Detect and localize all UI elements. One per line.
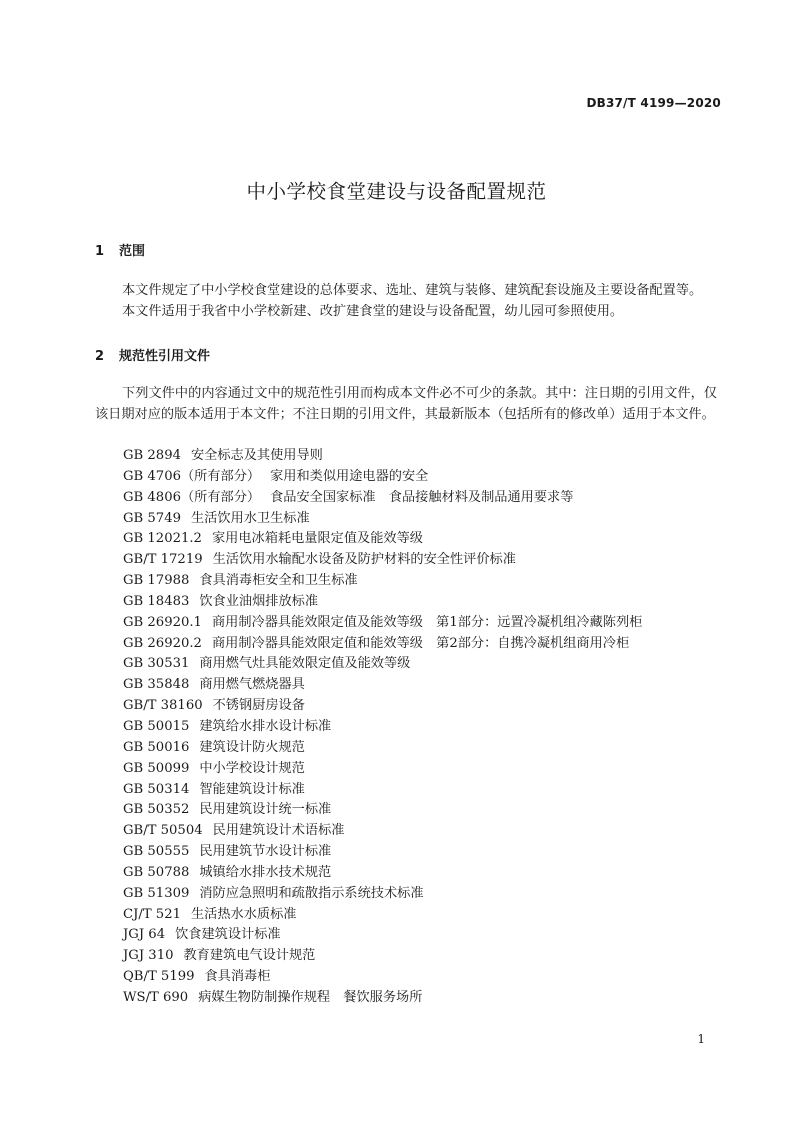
reference-item <box>123 467 642 488</box>
reference-title: 安全标志及其使用导则 <box>190 448 323 463</box>
reference-code: GB/T 50504 <box>123 823 203 839</box>
reference-title: 商用制冷器具能效限定值及能效等级 第1部分：远置冷凝机组冷藏陈列柜 <box>211 614 643 630</box>
reference-item <box>123 488 642 509</box>
reference-title: 商用燃气灶具能效限定值及能效等级 <box>199 656 411 672</box>
section-number: 1 <box>95 244 105 259</box>
reference-item <box>123 884 642 905</box>
normative-references-list <box>123 446 642 1009</box>
reference-code: GB 50015 <box>123 718 190 734</box>
reference-title: 食具消毒柜 <box>204 969 271 985</box>
reference-title: 消防应急照明和疏散指示系统技术标准 <box>199 885 424 901</box>
reference-code: JGJ 310 <box>123 948 174 964</box>
reference-code: GB 4806（所有部分） <box>123 489 261 505</box>
page-number: 1 <box>697 1032 705 1046</box>
reference-code: CJ/T 521 <box>123 906 181 922</box>
reference-code: GB 4706（所有部分） <box>123 468 261 484</box>
reference-title: 中小学校设计规范 <box>199 760 305 776</box>
reference-item <box>123 842 642 863</box>
reference-item <box>123 905 642 926</box>
reference-code: GB 50314 <box>123 781 190 797</box>
section-heading-scope <box>95 240 145 259</box>
reference-title: 民用建筑设计统一标准 <box>199 802 332 818</box>
reference-item <box>123 967 642 988</box>
reference-code: GB 26920.1 <box>123 614 202 630</box>
reference-code: GB 12021.2 <box>123 531 202 547</box>
reference-title: 饮食业油烟排放标准 <box>199 593 319 609</box>
reference-title: 食具消毒柜安全和卫生标准 <box>199 573 358 589</box>
standard-code: DB37/T 4199—2020 <box>586 96 721 110</box>
reference-title: 商用制冷器具能效限定值和能效等级 第2部分：自携冷凝机组商用冷柜 <box>211 635 630 651</box>
reference-item <box>123 946 642 967</box>
references-intro-paragraph: 下列文件中的内容通过文中的规范性引用而构成本文件必不可少的条款。其中：注日期的引用文件，仅该日期对应的版本适用于本文件；不注日期的引用文件，其最新版本（包括所有的修改单）适用于本文件。 <box>95 386 717 422</box>
document-title: 中小学校食堂建设与设备配置规范 <box>246 180 547 203</box>
reference-title: 商用燃气燃烧器具 <box>199 677 305 693</box>
reference-item <box>123 738 642 759</box>
reference-item <box>123 821 642 842</box>
section-title: 范围 <box>119 244 146 259</box>
reference-title: 民用建筑节水设计标准 <box>199 844 332 860</box>
reference-code: GB 5749 <box>123 510 181 526</box>
reference-code: GB 2894 <box>123 448 181 463</box>
scope-paragraph-1: 本文件规定了中小学校食堂建设的总体要求、选址、建筑与装修、建筑配套设施及主要设备配置等。 <box>122 283 703 298</box>
reference-code: GB 50099 <box>123 760 190 776</box>
reference-title: 民用建筑设计术语标准 <box>212 823 345 839</box>
reference-code: JGJ 64 <box>123 927 166 943</box>
reference-title: 饮食建筑设计标准 <box>175 927 281 943</box>
reference-title: 建筑设计防火规范 <box>199 739 305 755</box>
reference-item <box>123 613 642 634</box>
reference-title: 建筑给水排水设计标准 <box>199 718 332 734</box>
reference-title: 教育建筑电气设计规范 <box>183 948 316 964</box>
reference-code: GB 51309 <box>123 885 190 901</box>
reference-item <box>123 863 642 884</box>
reference-code: GB 50788 <box>123 864 190 880</box>
reference-title: 家用电冰箱耗电量限定值及能效等级 <box>211 531 423 547</box>
reference-code: GB 50016 <box>123 739 190 755</box>
reference-item <box>123 446 642 467</box>
reference-title: 城镇给水排水技术规范 <box>199 864 332 880</box>
reference-code: GB 30531 <box>123 656 190 672</box>
reference-item <box>123 550 642 571</box>
scope-paragraph-2: 本文件适用于我省中小学校新建、改扩建食堂的建设与设备配置，幼儿园可参照使用。 <box>122 304 624 319</box>
reference-title: 食品安全国家标准 食品接触材料及制品通用要求等 <box>270 489 574 505</box>
reference-item <box>123 780 642 801</box>
section-title: 规范性引用文件 <box>119 349 211 364</box>
reference-title: 生活热水水质标准 <box>190 906 297 922</box>
reference-item <box>123 654 642 675</box>
reference-item <box>123 759 642 780</box>
reference-code: GB 26920.2 <box>123 635 202 651</box>
reference-item <box>123 800 642 821</box>
reference-code: GB 50352 <box>123 802 190 818</box>
section-heading-references <box>95 345 210 364</box>
reference-code: GB 35848 <box>123 677 190 693</box>
reference-item <box>123 634 642 655</box>
reference-code: QB/T 5199 <box>123 969 195 985</box>
section-number: 2 <box>95 349 105 364</box>
reference-item <box>123 696 642 717</box>
reference-title: 不锈钢厨房设备 <box>212 698 305 714</box>
reference-code: GB/T 17219 <box>123 552 203 568</box>
reference-title: 家用和类似用途电器的安全 <box>270 468 429 484</box>
reference-title: 生活饮用水输配水设备及防护材料的安全性评价标准 <box>212 552 516 568</box>
reference-title: 病媒生物防制操作规程 餐饮服务场所 <box>198 989 423 1005</box>
reference-title: 智能建筑设计标准 <box>199 781 305 797</box>
reference-item <box>123 675 642 696</box>
reference-item <box>123 592 642 613</box>
reference-title: 生活饮用水卫生标准 <box>190 510 310 526</box>
reference-item <box>123 509 642 530</box>
reference-item <box>123 925 642 946</box>
reference-item <box>123 988 642 1009</box>
reference-code: GB 18483 <box>123 593 190 609</box>
reference-item <box>123 571 642 592</box>
reference-code: GB/T 38160 <box>123 698 203 714</box>
reference-item <box>123 529 642 550</box>
reference-code: GB 17988 <box>123 573 190 589</box>
reference-code: GB 50555 <box>123 844 190 860</box>
reference-item <box>123 717 642 738</box>
reference-code: WS/T 690 <box>123 989 189 1005</box>
